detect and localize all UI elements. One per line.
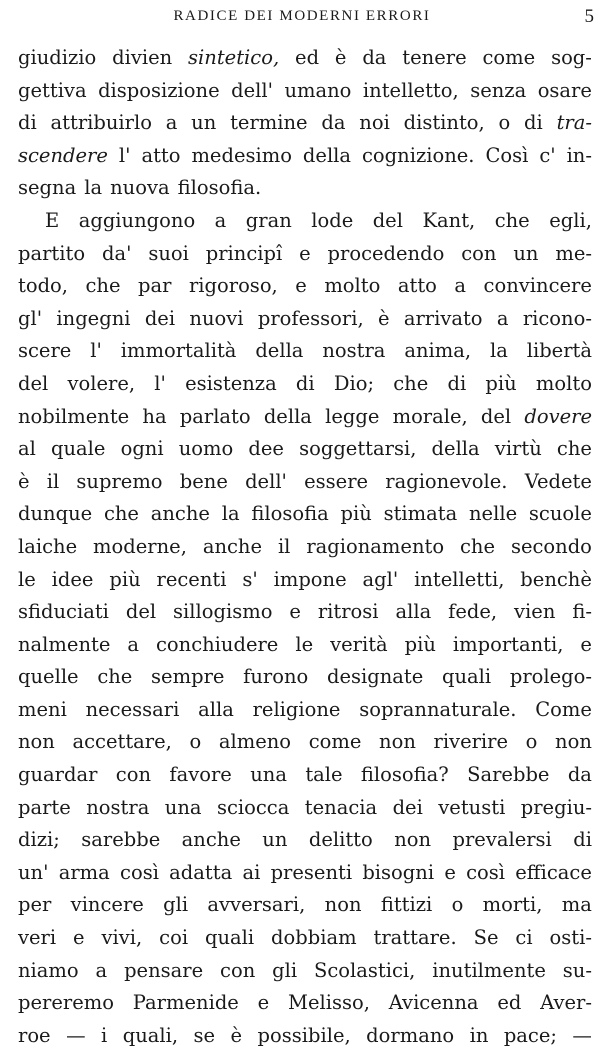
word: a bbox=[214, 208, 227, 232]
word: E bbox=[45, 208, 60, 232]
text-line bbox=[18, 368, 592, 401]
word: non bbox=[379, 730, 416, 754]
word: noi bbox=[359, 111, 390, 135]
word: e bbox=[289, 600, 301, 624]
word: e bbox=[257, 991, 270, 1015]
word: filosofia? bbox=[360, 763, 449, 787]
word: libertà bbox=[526, 339, 592, 363]
word: con bbox=[461, 241, 497, 265]
word: moderne, bbox=[93, 534, 187, 558]
text-line bbox=[18, 759, 592, 792]
word: religione bbox=[252, 697, 341, 721]
word: della bbox=[263, 404, 312, 428]
word: arma bbox=[58, 860, 110, 884]
word: su- bbox=[562, 958, 592, 982]
word: pregiu- bbox=[520, 795, 592, 819]
word: suoi bbox=[148, 241, 189, 265]
word: da bbox=[362, 46, 387, 69]
word: principî bbox=[205, 241, 283, 265]
word: sfiduciati bbox=[18, 600, 109, 624]
word: è bbox=[377, 306, 390, 330]
text-line bbox=[18, 987, 592, 1020]
word: Kant, bbox=[422, 208, 476, 232]
word: che bbox=[556, 437, 592, 461]
word: non bbox=[394, 828, 432, 852]
word: rigoroso, bbox=[188, 274, 278, 298]
word: Melisso, bbox=[288, 991, 370, 1015]
word: trattare. bbox=[373, 926, 457, 950]
word: al bbox=[18, 437, 36, 461]
word: che bbox=[85, 274, 121, 298]
word: nalmente bbox=[18, 632, 111, 656]
word: intelletto, bbox=[362, 78, 459, 102]
word: dell' bbox=[231, 78, 273, 102]
word: a bbox=[165, 111, 178, 135]
word: possibile, bbox=[257, 1023, 351, 1047]
word: i bbox=[101, 1023, 108, 1047]
word: con bbox=[220, 958, 256, 982]
word: Sarebbe bbox=[467, 763, 550, 787]
word: dee bbox=[248, 437, 284, 461]
word: soprannaturale. bbox=[359, 697, 517, 721]
word: dei bbox=[392, 795, 423, 819]
word: gettiva bbox=[18, 78, 87, 102]
word: di bbox=[295, 371, 315, 395]
word: arrivato bbox=[403, 306, 483, 330]
word: ogni bbox=[120, 437, 164, 461]
italic-word: sintetico, bbox=[188, 46, 280, 69]
word: egli, bbox=[549, 208, 592, 232]
text-line bbox=[18, 140, 592, 173]
word: importanti, bbox=[452, 632, 564, 656]
word: umano bbox=[284, 78, 352, 102]
word: il bbox=[277, 534, 291, 558]
word: scere bbox=[18, 339, 72, 363]
word: un bbox=[262, 828, 288, 852]
word: un' bbox=[18, 860, 49, 884]
word: gran bbox=[245, 208, 292, 232]
word: quali bbox=[442, 665, 492, 689]
word: un bbox=[513, 241, 539, 265]
word: efficace bbox=[515, 860, 592, 884]
word: par bbox=[138, 274, 172, 298]
word: agl' bbox=[362, 567, 399, 591]
word: pereremo bbox=[18, 991, 114, 1015]
word: con bbox=[115, 763, 152, 787]
word: una bbox=[164, 795, 202, 819]
word: Così bbox=[485, 143, 529, 167]
running-title: RADICE DEI MODERNI ERRORI bbox=[173, 8, 431, 24]
word: le bbox=[295, 632, 314, 656]
word: vivi, bbox=[101, 926, 143, 950]
word: roe bbox=[18, 1023, 51, 1047]
word: inutilmente bbox=[432, 958, 546, 982]
word: necessari bbox=[85, 697, 180, 721]
word: lode bbox=[311, 208, 354, 232]
word: filosofia bbox=[251, 502, 329, 526]
word: del bbox=[372, 208, 403, 232]
word: più bbox=[485, 371, 517, 395]
word: parte bbox=[18, 795, 71, 819]
word: adatta bbox=[169, 860, 233, 884]
word: la bbox=[221, 502, 240, 526]
word: sciocca bbox=[216, 795, 290, 819]
word: vien bbox=[514, 600, 556, 624]
word: del bbox=[480, 404, 512, 428]
word: quale bbox=[51, 437, 106, 461]
word: medesimo bbox=[191, 143, 292, 167]
text-line bbox=[18, 889, 592, 922]
word: furono bbox=[243, 665, 309, 689]
word: non bbox=[18, 730, 55, 754]
word: impone bbox=[273, 567, 347, 591]
word: in bbox=[469, 1023, 489, 1047]
word: Parmenide bbox=[132, 991, 239, 1015]
word: dell' bbox=[245, 469, 287, 493]
word: favore bbox=[169, 763, 232, 787]
word: nobilmente bbox=[18, 404, 130, 428]
word: benchè bbox=[520, 567, 592, 591]
word: di bbox=[447, 371, 467, 395]
word: c' bbox=[539, 143, 556, 167]
text-line bbox=[18, 922, 592, 955]
word: ragionamento bbox=[306, 534, 445, 558]
text-line bbox=[18, 726, 592, 759]
word: il bbox=[46, 469, 60, 493]
word: più bbox=[340, 502, 372, 526]
word: sarebbe bbox=[81, 828, 161, 852]
text-line bbox=[18, 629, 592, 662]
word: è bbox=[230, 1023, 243, 1047]
word: me- bbox=[555, 241, 592, 265]
word: della bbox=[302, 143, 352, 167]
word: alla bbox=[395, 600, 432, 624]
word: come bbox=[308, 730, 362, 754]
word: sillogismo bbox=[173, 600, 273, 624]
italic-word: scendere bbox=[18, 143, 108, 167]
word: o bbox=[498, 111, 511, 135]
word: ci bbox=[515, 926, 533, 950]
word: alla bbox=[198, 697, 234, 721]
word: delitto bbox=[308, 828, 373, 852]
word: — bbox=[572, 1023, 592, 1047]
word: pensare bbox=[124, 958, 204, 982]
text-line bbox=[18, 694, 592, 727]
text-line bbox=[18, 857, 592, 890]
word: prolego- bbox=[509, 665, 592, 689]
word: Dio; bbox=[333, 371, 375, 395]
word: nostra bbox=[86, 795, 150, 819]
word: prevalersi bbox=[452, 828, 552, 852]
text-line bbox=[18, 596, 592, 629]
word: ingegni bbox=[56, 306, 131, 330]
word: coi bbox=[159, 926, 189, 950]
word: laiche bbox=[18, 534, 78, 558]
word: della bbox=[431, 437, 480, 461]
word: verità bbox=[330, 632, 388, 656]
word: avversari, bbox=[207, 893, 306, 917]
word: partito bbox=[18, 241, 86, 265]
word: designate bbox=[326, 665, 424, 689]
word: gl' bbox=[18, 306, 43, 330]
italic-word: tra- bbox=[556, 111, 592, 135]
word: guardar bbox=[18, 763, 98, 787]
running-head bbox=[0, 6, 604, 30]
word: presenti bbox=[270, 860, 353, 884]
word: filosofia. bbox=[177, 176, 262, 200]
word: o bbox=[451, 893, 464, 917]
word: così bbox=[466, 860, 505, 884]
word: stimata bbox=[383, 502, 458, 526]
word: Se bbox=[473, 926, 499, 950]
word: l' bbox=[154, 371, 166, 395]
text-line bbox=[18, 661, 592, 694]
word: idee bbox=[51, 567, 94, 591]
word: fittizi bbox=[380, 893, 433, 917]
word: a bbox=[496, 306, 509, 330]
word: da bbox=[567, 763, 592, 787]
word: che bbox=[460, 534, 496, 558]
word: dizi; bbox=[18, 828, 60, 852]
word: la bbox=[84, 176, 103, 200]
word: la bbox=[489, 339, 508, 363]
word: ma bbox=[561, 893, 592, 917]
word: da' bbox=[101, 241, 132, 265]
text-line bbox=[18, 303, 592, 336]
word: quali, bbox=[122, 1023, 179, 1047]
word: dei bbox=[144, 306, 176, 330]
word: dunque bbox=[18, 502, 93, 526]
word: del bbox=[125, 600, 157, 624]
word: divien bbox=[112, 46, 173, 69]
word: termine bbox=[230, 111, 308, 135]
word: o bbox=[525, 730, 538, 754]
word: ed bbox=[295, 46, 320, 69]
word: l' bbox=[118, 143, 131, 167]
word: sempre bbox=[151, 665, 225, 689]
word: ritrosi bbox=[317, 600, 379, 624]
word: nostra bbox=[322, 339, 386, 363]
page-number: 5 bbox=[584, 6, 594, 27]
word: del bbox=[18, 371, 49, 395]
word: nuova bbox=[110, 176, 170, 200]
word: tenere bbox=[402, 46, 467, 69]
word: niamo bbox=[18, 958, 79, 982]
word: esistenza bbox=[185, 371, 277, 395]
word: molto bbox=[324, 274, 381, 298]
word: attribuirlo bbox=[50, 111, 152, 135]
word: non bbox=[555, 730, 592, 754]
word: anche bbox=[150, 502, 210, 526]
word: e bbox=[299, 241, 311, 265]
word: Come bbox=[535, 697, 592, 721]
word: e bbox=[444, 860, 456, 884]
word: meni bbox=[18, 697, 67, 721]
word: che bbox=[393, 371, 429, 395]
word: anche bbox=[181, 828, 241, 852]
word: ha bbox=[142, 404, 167, 428]
word: gli bbox=[163, 893, 189, 917]
word: ed bbox=[497, 991, 522, 1015]
word: — bbox=[66, 1023, 86, 1047]
text-line bbox=[18, 466, 592, 499]
word: intelletti, bbox=[414, 567, 505, 591]
word: osti- bbox=[549, 926, 592, 950]
word: almeno bbox=[218, 730, 292, 754]
word: più bbox=[109, 567, 141, 591]
word: conchiudere bbox=[155, 632, 279, 656]
body-text bbox=[18, 42, 592, 1052]
word: s' bbox=[242, 567, 258, 591]
word: ragionevole. bbox=[385, 469, 508, 493]
word: e bbox=[295, 274, 307, 298]
word: molto bbox=[535, 371, 592, 395]
word: scuole bbox=[528, 502, 592, 526]
word: disposizione bbox=[98, 78, 220, 102]
text-line bbox=[18, 433, 592, 466]
word: che bbox=[494, 208, 530, 232]
word: pace; bbox=[503, 1023, 557, 1047]
word: convincere bbox=[483, 274, 592, 298]
word: ai bbox=[242, 860, 261, 884]
text-line bbox=[18, 205, 592, 238]
text-line bbox=[18, 335, 592, 368]
word: non bbox=[324, 893, 362, 917]
word: cognizione. bbox=[362, 143, 475, 167]
text-line bbox=[18, 238, 592, 271]
word: più bbox=[404, 632, 436, 656]
word: bisogni bbox=[362, 860, 435, 884]
word: fede, bbox=[448, 600, 498, 624]
word: di bbox=[573, 828, 592, 852]
word: sog- bbox=[551, 46, 592, 69]
word: anche bbox=[202, 534, 263, 558]
word: nuovi bbox=[189, 306, 244, 330]
text-line bbox=[18, 824, 592, 857]
word: che bbox=[97, 665, 133, 689]
word: vincere bbox=[70, 893, 144, 917]
text-line bbox=[18, 531, 592, 564]
text-line bbox=[18, 955, 592, 988]
word: ricono- bbox=[522, 306, 592, 330]
word: un bbox=[191, 111, 217, 135]
word: Vedete bbox=[524, 469, 592, 493]
word: della bbox=[255, 339, 304, 363]
word: dobbiam bbox=[271, 926, 357, 950]
word: aggiungono bbox=[78, 208, 196, 232]
word: quali bbox=[204, 926, 255, 950]
word: veri bbox=[18, 926, 57, 950]
word: segna bbox=[18, 176, 77, 200]
word: così bbox=[120, 860, 159, 884]
word: giudizio bbox=[18, 46, 97, 69]
word: da bbox=[321, 111, 346, 135]
word: quelle bbox=[18, 665, 79, 689]
text-line bbox=[18, 270, 592, 303]
italic-word: dovere bbox=[524, 404, 592, 428]
text-line bbox=[18, 75, 592, 108]
word: morale, bbox=[392, 404, 468, 428]
word: e bbox=[73, 926, 85, 950]
word: supremo bbox=[76, 469, 163, 493]
word: parlato bbox=[179, 404, 251, 428]
word: senza bbox=[470, 78, 527, 102]
word: uomo bbox=[178, 437, 234, 461]
text-line bbox=[18, 792, 592, 825]
word: procedendo bbox=[327, 241, 445, 265]
word: professori, bbox=[257, 306, 364, 330]
word: tale bbox=[305, 763, 343, 787]
word: nelle bbox=[469, 502, 518, 526]
word: di bbox=[18, 111, 37, 135]
word: accettare, bbox=[72, 730, 172, 754]
word: virtù bbox=[494, 437, 542, 461]
word: Scolastici, bbox=[314, 958, 416, 982]
word: e bbox=[580, 632, 592, 656]
word: di bbox=[524, 111, 543, 135]
word: gli bbox=[272, 958, 298, 982]
word: osare bbox=[537, 78, 592, 102]
word: tenacia bbox=[304, 795, 378, 819]
word: a bbox=[127, 632, 139, 656]
word: secondo bbox=[510, 534, 592, 558]
word: todo, bbox=[18, 274, 68, 298]
word: Avicenna bbox=[388, 991, 479, 1015]
word: una bbox=[250, 763, 287, 787]
text-line bbox=[18, 498, 592, 531]
word: essere bbox=[304, 469, 369, 493]
word: a bbox=[454, 274, 467, 298]
word: distinto, bbox=[403, 111, 485, 135]
word: in- bbox=[566, 143, 592, 167]
word: che bbox=[103, 502, 139, 526]
word: atto bbox=[141, 143, 181, 167]
word: atto bbox=[397, 274, 437, 298]
word: riverire bbox=[433, 730, 509, 754]
word: se bbox=[193, 1023, 216, 1047]
text-line bbox=[18, 564, 592, 597]
word: anima, bbox=[404, 339, 472, 363]
word: Aver- bbox=[540, 991, 592, 1015]
word: fi- bbox=[572, 600, 592, 624]
word: è bbox=[18, 469, 30, 493]
word: immortalità bbox=[120, 339, 237, 363]
word: bene bbox=[179, 469, 228, 493]
word: l' bbox=[90, 339, 102, 363]
word: soggettarsi, bbox=[299, 437, 417, 461]
word: dormano bbox=[366, 1023, 455, 1047]
text-line bbox=[18, 401, 592, 434]
word: recenti bbox=[156, 567, 227, 591]
text-line bbox=[18, 107, 592, 140]
word: vetusti bbox=[438, 795, 506, 819]
word: a bbox=[95, 958, 108, 982]
word: è bbox=[334, 46, 347, 69]
text-line bbox=[18, 42, 592, 75]
word: per bbox=[18, 893, 52, 917]
word: volere, bbox=[67, 371, 136, 395]
word: legge bbox=[325, 404, 380, 428]
word: o bbox=[189, 730, 202, 754]
word: morti, bbox=[482, 893, 543, 917]
word: come bbox=[482, 46, 536, 69]
word: le bbox=[18, 567, 36, 591]
text-line bbox=[18, 172, 592, 205]
